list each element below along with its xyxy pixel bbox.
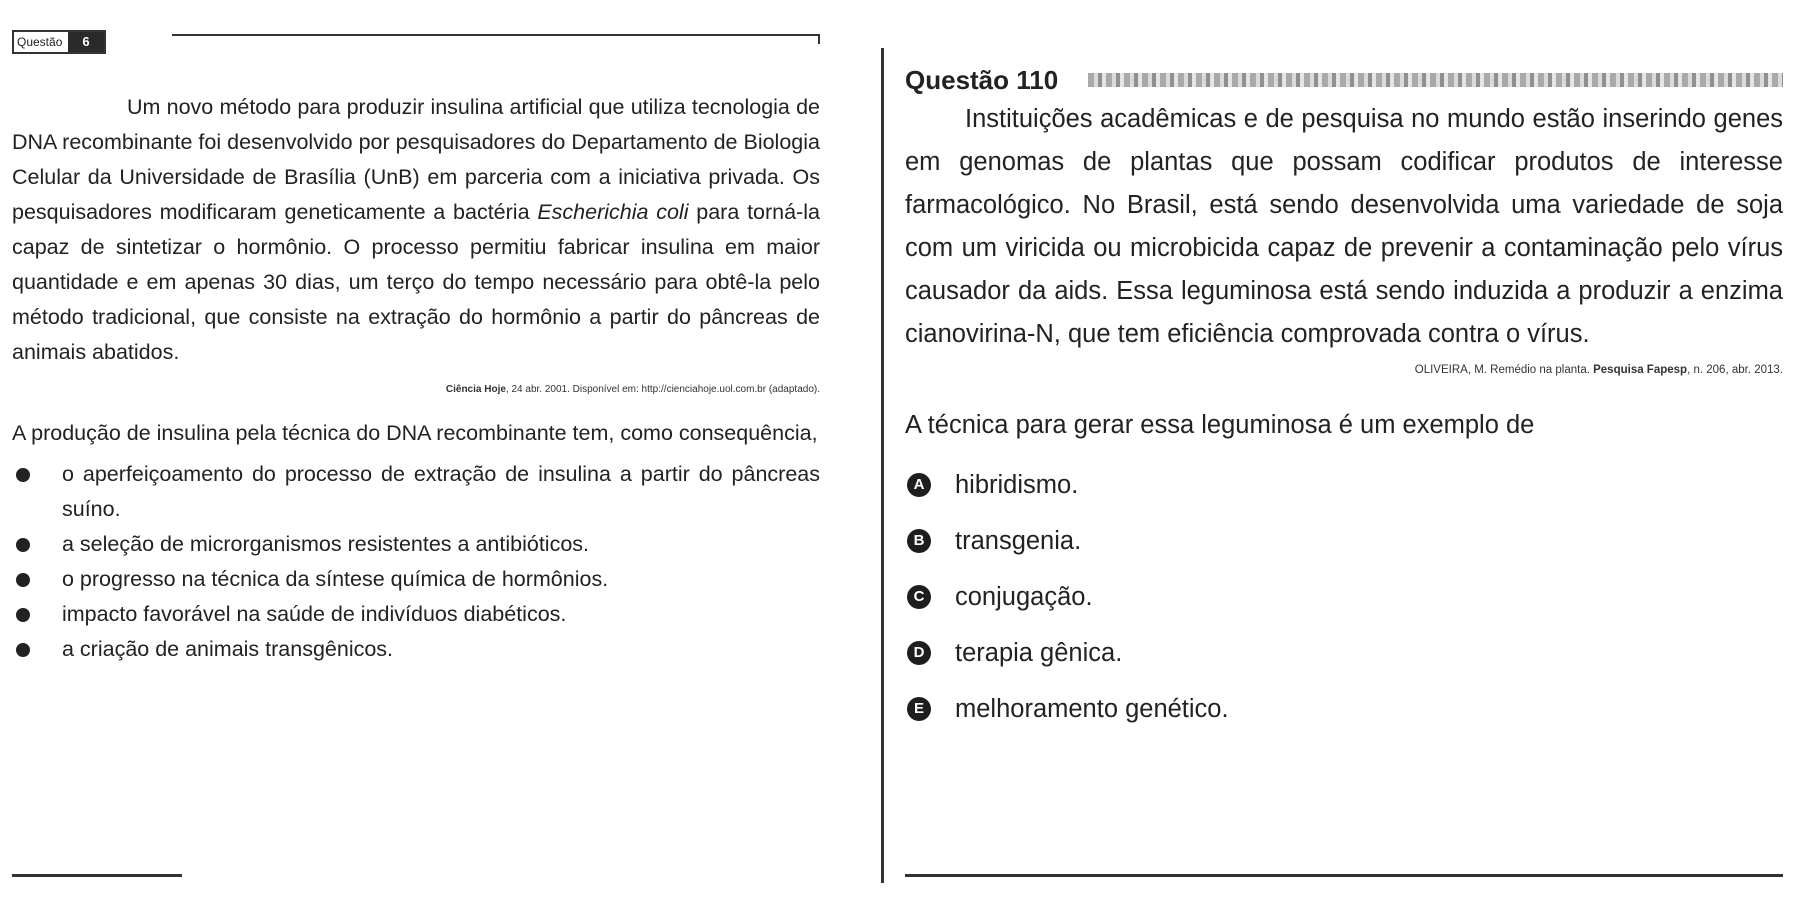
- right-option-c[interactable]: [905, 569, 1783, 625]
- paragraph-part-2: para torná-la capaz de sintetizar o hormônio. O processo permitiu fabricar insulina em maior quantidade e em apenas 30 dias, um terço do tempo necessário para obtê-la pelo método tradicional, que consiste na extração do hormônio a partir do pâncreas de animais abatidos.: [12, 200, 820, 364]
- left-bottom-rule: [12, 874, 182, 877]
- left-question-paragraph: [12, 90, 820, 370]
- option-text: transgenia.: [955, 526, 1082, 555]
- option-bullet-icon: [16, 608, 30, 622]
- option-text: impacto favorável na saúde de indivíduos diabéticos.: [62, 602, 567, 626]
- right-question-text: [905, 98, 1783, 356]
- option-text: a seleção de microrganismos resistentes a antibióticos.: [62, 532, 590, 556]
- right-options-list: [905, 457, 1783, 737]
- option-text: o aperfeiçoamento do processo de extração de insulina a partir do pâncreas suíno.: [62, 462, 820, 521]
- option-bullet-icon: [16, 538, 30, 552]
- left-source-citation: [12, 382, 820, 398]
- question-number: 6: [68, 32, 103, 52]
- right-question-column: [905, 62, 1783, 737]
- right-option-b[interactable]: [905, 513, 1783, 569]
- option-bullet-icon: [16, 468, 30, 482]
- option-letter-d-icon: D: [907, 641, 931, 665]
- option-text: hibridismo.: [955, 470, 1079, 499]
- right-source-publication: Pesquisa Fapesp: [1593, 364, 1688, 376]
- right-option-d[interactable]: [905, 625, 1783, 681]
- left-source-publication: Ciência Hoje: [445, 384, 506, 395]
- right-option-a[interactable]: [905, 457, 1783, 513]
- right-option-e[interactable]: [905, 681, 1783, 737]
- header-rule: [172, 34, 820, 36]
- option-text: o progresso na técnica da síntese química de hormônios.: [62, 567, 609, 591]
- right-source-details: , n. 206, abr. 2013.: [1687, 364, 1783, 376]
- question-label: Questão: [17, 35, 63, 49]
- header-rule-end: [818, 34, 820, 44]
- option-letter-c-icon: C: [907, 585, 931, 609]
- option-text: conjugação.: [955, 582, 1093, 611]
- option-text: terapia gênica.: [955, 638, 1123, 667]
- decorative-pattern-bar: [1088, 73, 1783, 87]
- right-question-header: [905, 62, 1783, 98]
- right-bottom-rule: [905, 874, 1783, 877]
- left-question-text: [12, 90, 820, 370]
- option-text: a criação de animais transgênicos.: [62, 637, 394, 661]
- column-divider: [881, 48, 884, 883]
- left-option-b[interactable]: [12, 527, 820, 562]
- option-letter-a-icon: A: [907, 473, 931, 497]
- left-question-header: [12, 24, 820, 54]
- option-text: melhoramento genético.: [955, 694, 1229, 723]
- question-title: Questão 110: [905, 64, 1059, 95]
- left-source-details: , 24 abr. 2001. Disponível em: http://cienciahoje.uol.com.br (adaptado).: [505, 384, 820, 395]
- option-bullet-icon: [16, 643, 30, 657]
- paragraph-part-1: Um novo método para produzir insulina artificial que utiliza tecnologia de DNA recombinante foi desenvolvido por pesquisadores do Departamento de Biologia Celular da Universidade de Brasília (UnB) em parceria com a iniciativa privada. Os pesquisadores modificaram geneticamente a bactéria: [12, 95, 820, 224]
- left-option-a[interactable]: [12, 457, 820, 527]
- option-bullet-icon: [16, 573, 30, 587]
- right-question-paragraph: Instituições acadêmicas e de pesquisa no mundo estão inserindo genes em genomas de plantas que possam codificar produtos de interesse farmacológico. No Brasil, está sendo desenvolvida uma variedade de soja com um viricida ou microbicida capaz de prevenir a contaminação pelo vírus causador da aids. Essa leguminosa está sendo induzida a produzir a enzima cianovirina-N, que tem eficiência comprovada contra o vírus.: [905, 105, 1783, 348]
- left-option-d[interactable]: [12, 597, 820, 632]
- left-option-e[interactable]: [12, 632, 820, 667]
- species-name: Escherichia coli: [537, 200, 689, 224]
- question-label-box: [12, 30, 106, 54]
- option-letter-e-icon: E: [907, 697, 931, 721]
- left-question-stem: A produção de insulina pela técnica do DNA recombinante tem, como consequência,: [12, 421, 818, 445]
- right-source-citation: [905, 360, 1783, 380]
- right-question-stem: A técnica para gerar essa leguminosa é um exemplo de: [905, 411, 1535, 439]
- right-source-author: OLIVEIRA, M. Remédio na planta.: [1414, 364, 1594, 376]
- left-options-list: [12, 457, 820, 667]
- left-question-column: [12, 24, 820, 894]
- option-letter-b-icon: B: [907, 529, 931, 553]
- left-option-c[interactable]: [12, 562, 820, 597]
